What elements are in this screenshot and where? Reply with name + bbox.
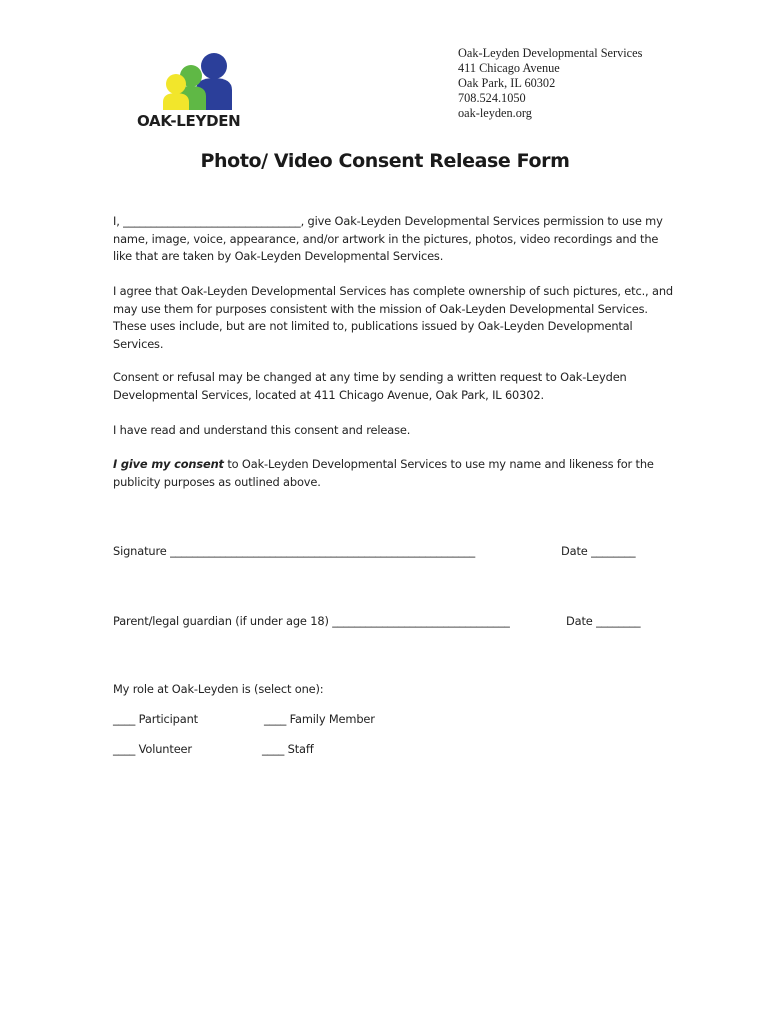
- people-silhouettes-icon: [134, 50, 256, 112]
- ownership-paragraph: I agree that Oak-Leyden Developmental Services has complete ownership of such pictures, etc., and may use them for purposes consistent with the mission of Oak-Leyden Developmental Services. These uses include, but are not limited to, publications issued by Oak-Leyden Developmental Services.: [113, 284, 673, 351]
- consent-emphasis: I give my consent: [113, 457, 224, 471]
- page-title: Photo/ Video Consent Release Form: [200, 150, 570, 172]
- role-option-participant[interactable]: ____ Participant: [113, 712, 198, 726]
- consent-paragraph: [113, 456, 673, 491]
- guardian-signature-field[interactable]: Parent/legal guardian (if under age 18) ________________________________: [113, 614, 510, 628]
- role-option-family-member[interactable]: ____ Family Member: [264, 712, 375, 726]
- consent-text: to Oak-Leyden Developmental Services to use my name and likeness for the publicity purposes as outlined above.: [113, 457, 654, 489]
- signature-field[interactable]: Signature _______________________________________________________: [113, 544, 476, 558]
- oak-leyden-logo: [134, 50, 256, 132]
- address-block: [458, 46, 642, 121]
- signature-date-field[interactable]: Date ________: [561, 544, 636, 558]
- phone-number: 708.524.1050: [458, 91, 526, 105]
- org-name: Oak-Leyden Developmental Services: [458, 46, 643, 60]
- role-option-staff[interactable]: ____ Staff: [262, 742, 314, 756]
- role-option-volunteer[interactable]: ____ Volunteer: [113, 742, 192, 756]
- role-prompt: My role at Oak-Leyden is (select one):: [113, 682, 324, 696]
- city-state-zip: Oak Park, IL 60302: [458, 76, 556, 90]
- guardian-date-field[interactable]: Date ________: [566, 614, 641, 628]
- logo-wordmark: OAK-LEYDEN: [137, 112, 241, 130]
- permission-paragraph: I, ________________________________, give Oak-Leyden Developmental Services permission to use my name, image, voice, appearance, and/or artwork in the pictures, photos, video recordings and the like that are taken by Oak-Leyden Developmental Services.: [113, 214, 663, 264]
- acknowledgement-paragraph: I have read and understand this consent and release.: [113, 423, 411, 437]
- website: oak-leyden.org: [458, 106, 532, 120]
- revocation-paragraph: Consent or refusal may be changed at any time by sending a written request to Oak-Leyden Developmental Services, located at 411 Chicago Avenue, Oak Park, IL 60302.: [113, 370, 627, 402]
- street-address: 411 Chicago Avenue: [458, 61, 560, 75]
